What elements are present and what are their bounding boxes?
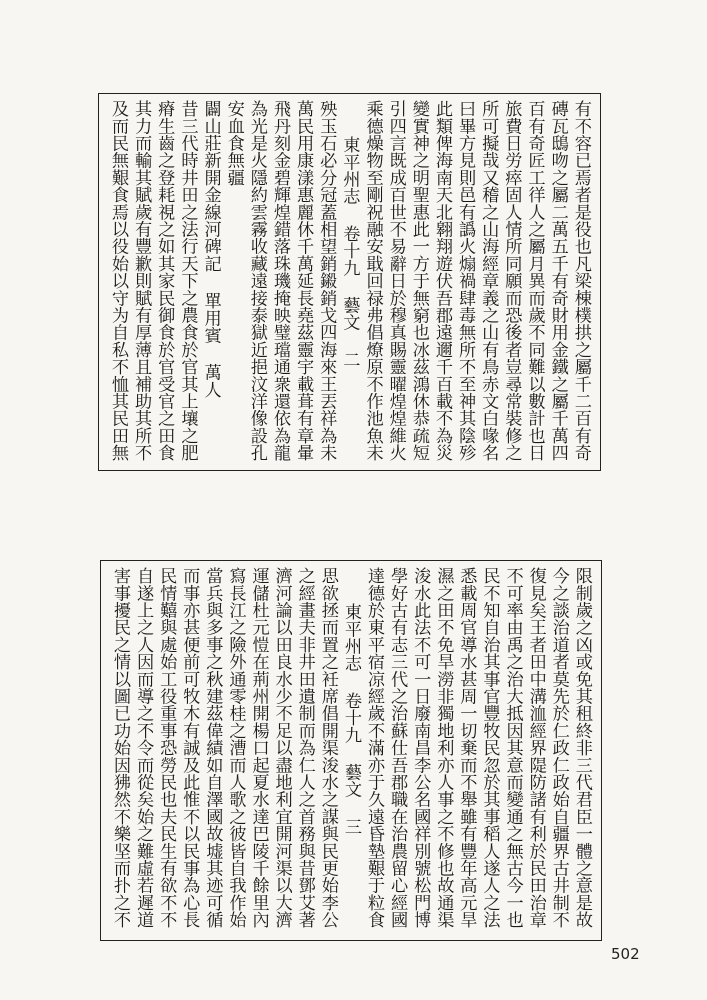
text-column: 有不容已焉者是役也凡梁棟樸拱之屬千二百有奇: [570, 100, 591, 462]
text-column: 百有奇匠工徉人之屬月異而歲不同難以數計也日: [524, 100, 545, 462]
text-column: 曰畢方見則邑有譌火煽禍肆毒無所不至神其陰殄: [455, 100, 476, 462]
text-column: 害事擾民之情以圖已功始因狒然不樂坚而扑之不: [110, 567, 130, 929]
text-column: 及而民無艱食焉以役始以守为自私不恤其民田無: [108, 100, 128, 462]
lower-page-block: [100, 560, 602, 941]
text-column: 不可率由禹之治大抵因其意而變通之無古今一也: [502, 567, 523, 929]
text-column: 萬民用康漾惠麗休千萬延長堯茲靈宇載葺有章暈: [293, 100, 314, 462]
text-column: 復見矣王者田中溝洫經界隄防諸有利於民田治章: [525, 567, 546, 929]
text-column: 限制歲之凶或免其租終非三代君臣一體之意是故: [571, 567, 592, 929]
text-column: 為光是火隱約雲霧收藏遠接泰獄近挹汶洋像設孔: [246, 100, 267, 462]
page-number: 502: [611, 945, 640, 963]
text-column: 民情囏與處始工役重事恐勞民也夫民生有欲不不: [156, 567, 177, 929]
text-column: 而事亦甚便前可牧木有誠及此惟不以民事為心長: [179, 567, 200, 929]
upper-text-columns: [107, 100, 592, 464]
text-column: 殃玉石必分冠蓋相望銷鎩銷戈四海來王丟祥為未: [316, 100, 337, 462]
text-column: 思欲拯而置之衽席倡開渠浚水之謀與民更始李公: [317, 567, 338, 929]
text-column: 引四言既成百世不易辭日於穆真賜靈曜煌煌維火: [385, 100, 406, 462]
text-column: 東平州志 卷十九 藝文 二: [339, 136, 360, 368]
text-column: 自遂上之人因而導之不令而從矣始之難虛若遲道: [133, 567, 154, 929]
text-column: 濟河論以田良水少不足以盡地利宜開河渠以大濟: [271, 567, 292, 929]
text-column: 浚水此法不可一日廢南昌李公名國祥別號松門博: [410, 567, 431, 929]
text-column: 旅費日労瘁固人情所同願而恐後者豈尋常裝修之: [501, 100, 522, 462]
text-column: 變實神之明聖惠此一方于無窮也冰茲鴻休恭疏短: [408, 100, 429, 462]
text-column: 安血食無疆: [223, 100, 244, 186]
text-column: 當兵與多事之秋建茲偉績如自澤國故墟其迹可循: [202, 567, 223, 929]
text-column: 闢山莊新開金線河碑記 單用賓 萬人: [200, 100, 221, 398]
text-column: 飛丹刻金碧輝煌錯落珠璣掩映璧璫通衆還依為龍: [269, 100, 290, 462]
text-column: 瘠生齒之登耗視之如其家民御食於官受官之田食: [154, 100, 175, 462]
text-column: 運儲杜元愷在荊州開楊口起夏水達巴陵千餘里內: [248, 567, 269, 929]
text-column: 所可擬哉又稽之山海經章義之山有鳥赤文白喙名: [478, 100, 499, 462]
text-column: 寫長江之險外通零桂之漕而人歌之彼皆自我作始: [225, 567, 246, 929]
text-column: 磚瓦鴟吻之屬二萬五千有奇財用金鐵之屬千萬四: [547, 100, 568, 462]
text-column: 昔三代時井田之法行天下之農食於官其上壤之肥: [177, 100, 198, 462]
text-column: 此類俾海南天北翱翔遊伏吾郡遠邇千百載不為災: [431, 100, 452, 462]
text-column: 乘德燥物至剛祝融安戢回禄弗倡燎原不作池魚未: [362, 100, 383, 462]
text-column: 之經畫夫非井田遺制而為仁人之首務與昔鄧艾著: [294, 567, 315, 929]
text-column: 悉載周官導水甚周一切棄而不舉雖有豐年高元旱: [456, 567, 477, 929]
text-column: 達德於東平宿凉經歲不滿亦于久遠昏墊艱于粒食: [364, 567, 385, 929]
lower-text-columns: [109, 567, 593, 934]
upper-page-block: [98, 93, 601, 471]
text-column: 東平州志 卷十九 藝文 三: [340, 603, 361, 835]
text-column: 今之談治道者莫先於仁政仁政始自疆界古井制不: [548, 567, 569, 929]
text-column: 民不知自治其事官豐牧民忽於其事稻人遂人之法: [479, 567, 500, 929]
text-column: 濕之田不免旱澇非獨地利亦人事之不修也故通渠: [433, 567, 454, 929]
text-column: 其力而輸其賦歲有豐歉則賦有厚薄且補助其所不: [131, 100, 152, 462]
text-column: 學好古有志三代之治蘇仕吾郡職在治農留心經國: [387, 567, 408, 929]
